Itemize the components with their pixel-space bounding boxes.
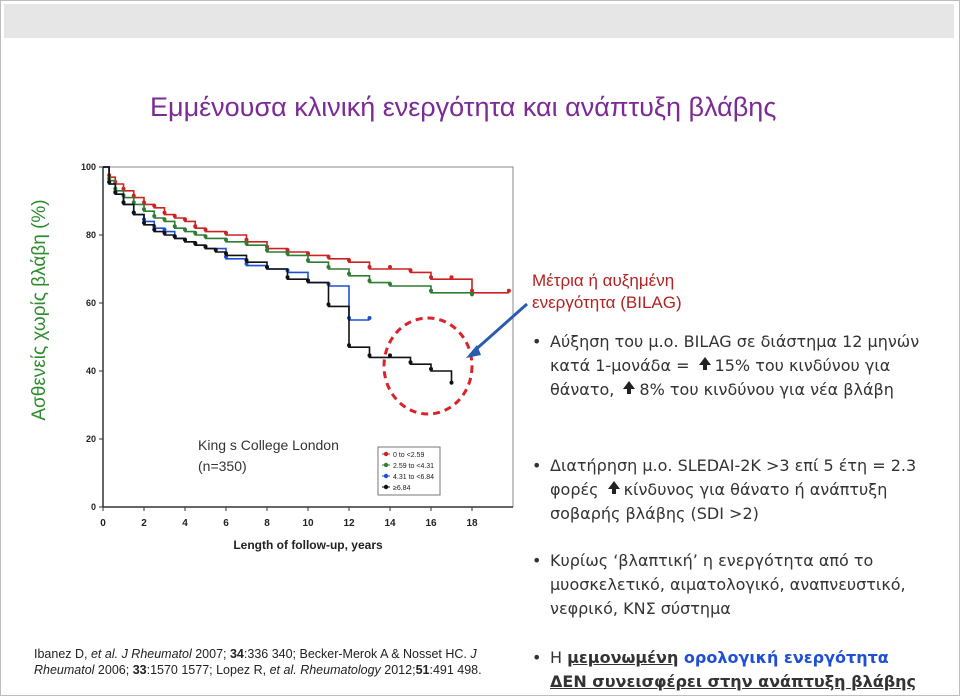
bullet-1-part3: 8% του κινδύνου για νέα βλάβη bbox=[639, 380, 894, 399]
series-point-3 bbox=[122, 200, 126, 204]
series-point-1 bbox=[286, 251, 290, 255]
series-point-3 bbox=[193, 241, 197, 245]
series-point-3 bbox=[204, 245, 208, 249]
ref-part: 2007; bbox=[191, 647, 230, 661]
series-point-3 bbox=[173, 234, 177, 238]
bullet-2-part1: Διατήρηση μ.ο. SLEDAI-2K >3 επί 5 έτη = 2.3 φορές bbox=[550, 456, 917, 499]
legend-label: 4.31 to <6.84 bbox=[393, 474, 435, 481]
series-point-3 bbox=[214, 248, 218, 252]
series-point-0 bbox=[183, 217, 187, 221]
series-point-1 bbox=[204, 234, 208, 238]
series-point-3 bbox=[183, 238, 187, 242]
series-point-0 bbox=[163, 211, 167, 215]
series-point-3 bbox=[132, 211, 136, 215]
ref-part: 2012; bbox=[380, 663, 416, 677]
slide-top-bar bbox=[4, 4, 954, 38]
ref-part: J Rheumatol bbox=[118, 647, 192, 661]
series-point-3 bbox=[245, 258, 249, 262]
bullet-2-part2: κίνδυνος για θάνατο ή ανάπτυξη σοβαρής βλάβης (SDI >2) bbox=[550, 480, 888, 523]
ref-part: 34 bbox=[229, 647, 244, 661]
y-axis-title-container bbox=[22, 160, 58, 460]
series-line-2 bbox=[103, 167, 370, 320]
series-point-1 bbox=[327, 265, 331, 269]
series-point-3 bbox=[286, 275, 290, 279]
series-point-1 bbox=[152, 214, 156, 218]
survival-chart-svg bbox=[78, 152, 518, 562]
series-point-1 bbox=[163, 217, 167, 221]
series-line-3 bbox=[103, 167, 452, 385]
ref-part: et al. bbox=[90, 647, 119, 661]
bullet-dot: • bbox=[532, 648, 542, 667]
series-point-1 bbox=[142, 207, 146, 211]
bullet-4 bbox=[532, 646, 947, 694]
x-tick-label: 14 bbox=[384, 518, 396, 529]
subheading-line2: ενεργότητα (BILAG) bbox=[532, 293, 682, 312]
subheading bbox=[532, 270, 682, 314]
cohort-label-line1: King s College London bbox=[198, 437, 339, 453]
ref-part: 2006; bbox=[94, 663, 133, 677]
bullet-1-part2: 15% του κινδύνου για θάνατο, bbox=[550, 356, 891, 399]
x-tick-label: 2 bbox=[141, 518, 147, 529]
ref-part: :491 498. bbox=[429, 663, 482, 677]
series-point-0 bbox=[347, 258, 351, 262]
series-point-3 bbox=[347, 343, 351, 347]
x-tick-label: 8 bbox=[264, 518, 270, 529]
series-point-0 bbox=[507, 289, 511, 293]
bullet-3-text: Κυρίως ‘βλαπτική’ η ενεργότητα από το μυοσκελετικό, αιματολογικό, αναπνευστικό, νεφρικό, ΚΝΣ σύστημα bbox=[550, 551, 906, 618]
ref-part: 33 bbox=[132, 663, 147, 677]
series-point-3 bbox=[450, 381, 454, 385]
x-tick-label: 18 bbox=[466, 518, 478, 529]
series-point-1 bbox=[347, 272, 351, 276]
bullet-4-isolated: μεμονωμένη bbox=[567, 648, 679, 667]
bullet-4-prefix: Η bbox=[550, 648, 568, 667]
y-tick-label: 60 bbox=[85, 298, 96, 308]
series-point-3 bbox=[327, 302, 331, 306]
series-point-0 bbox=[152, 204, 156, 208]
legend-label: 0 to <2.59 bbox=[393, 452, 425, 459]
x-axis-label: Length of follow-up, years bbox=[233, 538, 383, 552]
bullet-4-serologic: ορολογική ενεργότητα bbox=[678, 648, 889, 667]
legend-label: ≥6.84 bbox=[393, 485, 411, 492]
bullet-1 bbox=[532, 330, 932, 402]
series-point-3 bbox=[163, 231, 167, 235]
series-point-0 bbox=[327, 255, 331, 259]
legend-label: 2.59 to <4.31 bbox=[393, 463, 435, 470]
series-point-1 bbox=[429, 289, 433, 293]
ref-part: et al. bbox=[269, 663, 297, 677]
series-point-1 bbox=[193, 231, 197, 235]
series-point-0 bbox=[388, 265, 392, 269]
ref-part: :1570 1577; Lopez R, bbox=[146, 663, 270, 677]
series-point-1 bbox=[245, 241, 249, 245]
series-point-3 bbox=[265, 265, 269, 269]
series-point-1 bbox=[388, 282, 392, 286]
highlight-circle bbox=[384, 318, 472, 414]
bullet-4-line2: ΔΕΝ συνεισφέρει στην ανάπτυξη βλάβης bbox=[550, 672, 917, 691]
series-point-1 bbox=[306, 258, 310, 262]
bullet-dot: • bbox=[532, 456, 542, 475]
subheading-line1: Μέτρια ή αυξημένη bbox=[532, 271, 675, 290]
ref-part: Rheumatology bbox=[296, 663, 381, 677]
x-tick-label: 4 bbox=[182, 518, 188, 529]
bullet-2-text bbox=[550, 454, 932, 526]
series-point-0 bbox=[193, 224, 197, 228]
y-tick-label: 20 bbox=[85, 434, 96, 444]
series-point-3 bbox=[388, 353, 392, 357]
y-tick-label: 100 bbox=[80, 162, 96, 172]
bullet-4-text bbox=[550, 646, 916, 694]
series-point-3 bbox=[152, 228, 156, 232]
y-axis-title: Ασθενείς χωρίς βλάβη (%) bbox=[29, 199, 50, 421]
bullet-dot: • bbox=[532, 332, 542, 351]
series-point-1 bbox=[265, 248, 269, 252]
y-tick-label: 80 bbox=[85, 230, 96, 240]
series-point-3 bbox=[409, 360, 413, 364]
series-point-3 bbox=[224, 251, 228, 255]
series-point-3 bbox=[368, 353, 372, 357]
reference-citation bbox=[34, 646, 484, 678]
x-tick-label: 10 bbox=[302, 518, 314, 529]
series-point-1 bbox=[224, 238, 228, 242]
series-point-1 bbox=[368, 279, 372, 283]
ref-part: J Rheumatol bbox=[34, 647, 477, 677]
bullet-dot: • bbox=[532, 551, 542, 570]
series-point-3 bbox=[107, 180, 111, 184]
series-point-0 bbox=[450, 275, 454, 279]
series-point-2 bbox=[368, 316, 372, 320]
series-point-3 bbox=[113, 190, 117, 194]
cohort-label-line2: (n=350) bbox=[198, 458, 247, 474]
x-tick-label: 0 bbox=[100, 518, 106, 529]
series-point-0 bbox=[368, 265, 372, 269]
y-tick-label: 0 bbox=[90, 502, 96, 512]
ref-part: :336 340; Becker-Merok A & Nosset HC. bbox=[243, 647, 471, 661]
ref-part: 51 bbox=[415, 663, 430, 677]
slide-title: Εμμένουσα κλινική ενεργότητα και ανάπτυξη βλάβης bbox=[150, 92, 777, 122]
up-arrow-icon bbox=[623, 381, 635, 389]
survival-chart bbox=[78, 152, 518, 562]
bullet-1-text bbox=[550, 330, 932, 402]
series-point-3 bbox=[142, 221, 146, 225]
x-tick-label: 16 bbox=[425, 518, 437, 529]
series-point-0 bbox=[224, 231, 228, 235]
series-point-0 bbox=[429, 275, 433, 279]
series-point-1 bbox=[470, 292, 474, 296]
up-arrow-icon bbox=[699, 357, 711, 365]
bullet-1-part1: Αύξηση του μ.ο. BILAG σε διάστημα 12 μηνών κατά 1-μονάδα = bbox=[550, 332, 920, 375]
series-point-1 bbox=[173, 224, 177, 228]
x-tick-label: 12 bbox=[343, 518, 355, 529]
y-tick-label: 40 bbox=[85, 366, 96, 376]
x-tick-label: 6 bbox=[223, 518, 229, 529]
series-point-0 bbox=[409, 268, 413, 272]
series-point-0 bbox=[173, 214, 177, 218]
series-point-3 bbox=[429, 367, 433, 371]
series-point-1 bbox=[183, 228, 187, 232]
bullet-2 bbox=[532, 454, 932, 526]
bullet-3 bbox=[532, 549, 932, 621]
series-point-3 bbox=[306, 279, 310, 283]
series-point-0 bbox=[204, 228, 208, 232]
ref-part: Ibanez D, bbox=[34, 647, 91, 661]
up-arrow-icon bbox=[608, 481, 620, 489]
